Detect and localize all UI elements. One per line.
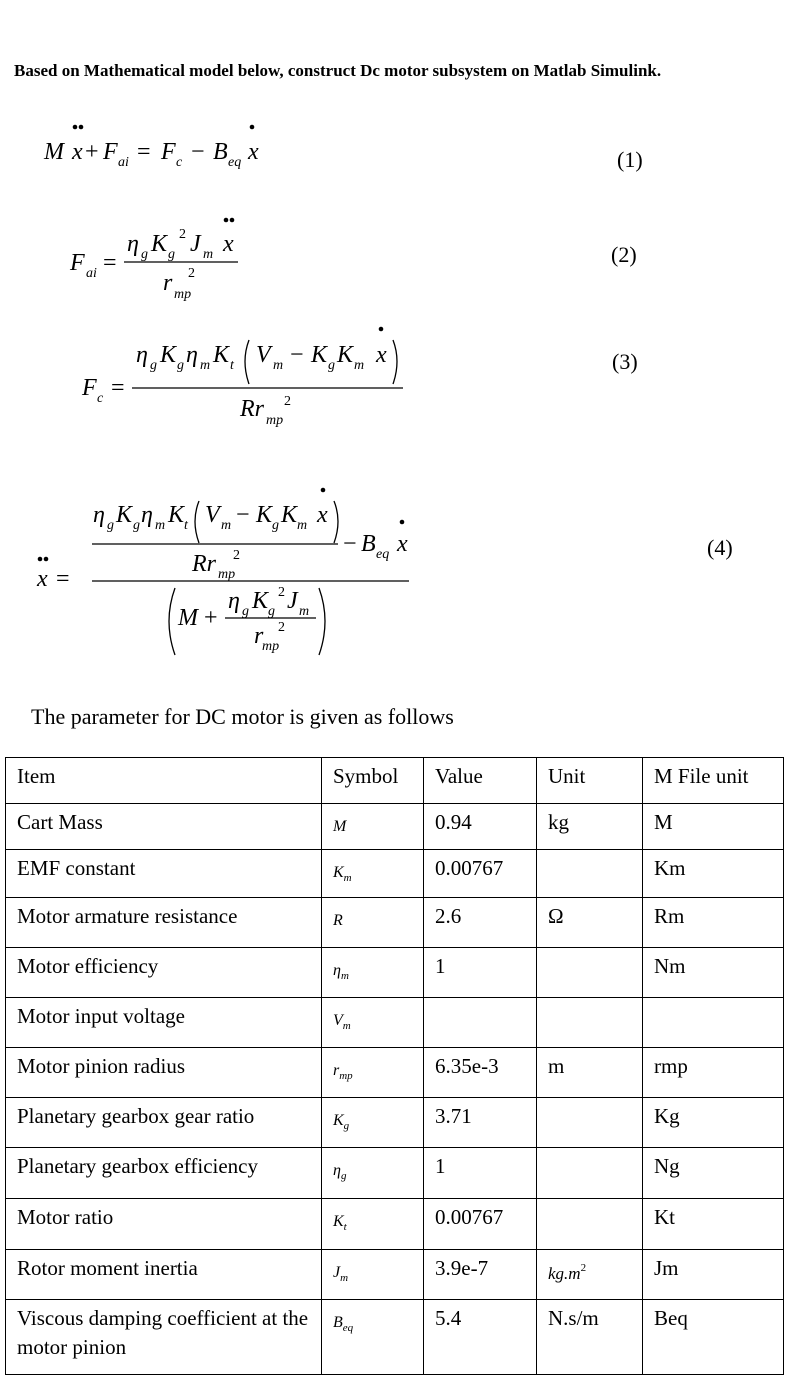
cell-symbol <box>322 1148 424 1199</box>
svg-text:eq: eq <box>228 155 242 170</box>
cell-unit <box>537 1048 643 1098</box>
cell-symbol <box>322 1048 424 1098</box>
svg-text:M: M <box>178 605 198 631</box>
cell-value: 6.35e-3 <box>424 1048 537 1098</box>
cell-value: 1 <box>424 1148 537 1199</box>
symbol-subscript: m <box>340 1272 349 1285</box>
cell-unit <box>537 1199 643 1250</box>
cell-symbol <box>322 898 424 948</box>
symbol-main: M <box>333 818 347 835</box>
svg-text:x: x <box>223 231 234 257</box>
svg-text:2: 2 <box>278 585 285 600</box>
svg-text:F: F <box>70 250 85 276</box>
unit-text: Ω <box>548 904 564 929</box>
svg-text:x: x <box>37 566 48 592</box>
svg-text:J: J <box>287 588 298 614</box>
svg-text:η: η <box>186 342 198 368</box>
svg-text:m: m <box>299 604 310 619</box>
symbol-subscript: m <box>343 872 352 885</box>
symbol-subscript: mp <box>339 1070 353 1083</box>
svg-text:mp: mp <box>174 287 192 302</box>
svg-text:g: g <box>141 247 148 262</box>
cell-mfile-unit: Km <box>643 850 784 898</box>
table-row <box>6 1250 784 1300</box>
svg-text:g: g <box>107 518 114 533</box>
svg-text:mp: mp <box>218 567 236 582</box>
symbol-subscript: m <box>342 1020 351 1033</box>
cell-item: Motor armature resistance <box>6 898 322 948</box>
cell-symbol <box>322 1250 424 1300</box>
header-symbol: Symbol <box>322 758 424 804</box>
cell-symbol <box>322 1098 424 1148</box>
symbol-main: η <box>333 1162 341 1180</box>
unit-superscript: 2 <box>580 1262 587 1275</box>
cell-unit <box>537 898 643 948</box>
svg-text:=: = <box>137 139 151 165</box>
cell-item: Planetary gearbox gear ratio <box>6 1098 322 1148</box>
svg-text:g: g <box>242 604 249 619</box>
header-value: Value <box>424 758 537 804</box>
svg-text:+: + <box>204 605 218 631</box>
svg-text:=: = <box>103 250 117 276</box>
svg-text:Rr: Rr <box>192 551 216 577</box>
equation-1-label: (1) <box>617 147 643 172</box>
svg-text:J: J <box>190 231 201 257</box>
svg-text:t: t <box>184 518 188 533</box>
svg-text:K: K <box>160 342 177 368</box>
cell-mfile-unit: Kg <box>643 1098 784 1148</box>
cell-unit <box>537 948 643 998</box>
cell-unit <box>537 1148 643 1199</box>
symbol-subscript: m <box>340 970 349 983</box>
cell-value: 3.9e-7 <box>424 1250 537 1300</box>
equation-2-label: (2) <box>611 242 637 267</box>
cell-item: Cart Mass <box>6 804 322 850</box>
cell-mfile-unit: Kt <box>643 1199 784 1250</box>
cell-mfile-unit: Ng <box>643 1148 784 1199</box>
cell-symbol <box>322 948 424 998</box>
cell-unit <box>537 998 643 1048</box>
symbol-main: J <box>333 1264 341 1282</box>
svg-text:m: m <box>354 358 365 373</box>
svg-text:+: + <box>85 139 99 165</box>
cell-item: Motor input voltage <box>6 998 322 1048</box>
svg-text:x: x <box>317 502 328 528</box>
table-row <box>6 948 784 998</box>
svg-text:K: K <box>311 342 328 368</box>
cell-value: 2.6 <box>424 898 537 948</box>
cell-item: Motor pinion radius <box>6 1048 322 1098</box>
svg-text:K: K <box>252 588 269 614</box>
cell-symbol <box>322 998 424 1048</box>
svg-text:2: 2 <box>233 548 240 563</box>
cell-mfile-unit: M <box>643 804 784 850</box>
equations <box>0 110 811 670</box>
svg-text:η: η <box>136 342 148 368</box>
svg-text:2: 2 <box>278 620 285 635</box>
table-row <box>6 804 784 850</box>
svg-text:mp: mp <box>266 413 284 428</box>
svg-text:F: F <box>161 139 176 165</box>
cell-unit <box>537 1098 643 1148</box>
cell-mfile-unit: Beq <box>643 1300 784 1375</box>
equation-3-label: (3) <box>612 349 638 374</box>
equation-4-label: (4) <box>707 535 733 560</box>
cell-item: Motor efficiency <box>6 948 322 998</box>
unit-text: N.s/m <box>548 1306 599 1331</box>
svg-text:K: K <box>168 502 185 528</box>
svg-text:g: g <box>268 604 275 619</box>
svg-text:m: m <box>273 358 284 373</box>
cell-item: Rotor moment inertia <box>6 1250 322 1300</box>
cell-symbol <box>322 850 424 898</box>
table-row <box>6 1098 784 1148</box>
cell-value: 3.71 <box>424 1098 537 1148</box>
symbol-subscript: g <box>340 1170 347 1183</box>
svg-text:m: m <box>155 518 166 533</box>
svg-text:η: η <box>141 502 153 528</box>
svg-text:g: g <box>150 358 157 373</box>
table-row <box>6 1199 784 1250</box>
cell-item: Planetary gearbox efficiency <box>6 1148 322 1199</box>
svg-text:g: g <box>272 518 279 533</box>
svg-text:ai: ai <box>118 155 129 170</box>
cell-symbol <box>322 1199 424 1250</box>
symbol-main: r <box>333 1062 340 1080</box>
cell-symbol <box>322 1300 424 1375</box>
equation-4 <box>36 488 733 655</box>
svg-text:Rr: Rr <box>240 396 264 422</box>
svg-text:c: c <box>176 155 183 170</box>
svg-text:B: B <box>361 531 376 557</box>
cell-unit <box>537 1300 643 1375</box>
header-mfile-unit: M File unit <box>643 758 784 804</box>
table-row <box>6 898 784 948</box>
svg-text:2: 2 <box>284 394 291 409</box>
cell-value: 0.00767 <box>424 850 537 898</box>
cell-mfile-unit <box>643 998 784 1048</box>
unit-text: kg.m <box>548 1264 581 1284</box>
symbol-subscript: g <box>343 1120 350 1133</box>
svg-text:V: V <box>205 502 220 528</box>
symbol-main: V <box>333 1012 343 1030</box>
svg-text:g: g <box>328 358 335 373</box>
svg-text:−: − <box>290 342 304 368</box>
svg-text:K: K <box>281 502 298 528</box>
cell-value: 5.4 <box>424 1300 537 1375</box>
table-row <box>6 998 784 1048</box>
table-header-row <box>6 758 784 804</box>
svg-text:g: g <box>133 518 140 533</box>
svg-text:x: x <box>72 139 83 165</box>
svg-text:x: x <box>397 531 408 557</box>
svg-text:r: r <box>163 270 173 296</box>
svg-text:r: r <box>254 623 264 649</box>
equation-2 <box>69 218 637 302</box>
svg-text:t: t <box>230 358 234 373</box>
svg-text:mp: mp <box>262 639 280 654</box>
svg-text:η: η <box>127 231 139 257</box>
symbol-main: R <box>333 912 343 930</box>
table-row <box>6 1300 784 1375</box>
svg-text:K: K <box>213 342 230 368</box>
svg-text:K: K <box>116 502 133 528</box>
unit-text: kg <box>548 810 569 834</box>
symbol-subscript: eq <box>342 1322 354 1335</box>
cell-mfile-unit: Jm <box>643 1250 784 1300</box>
symbol-main: η <box>333 962 341 980</box>
svg-text:=: = <box>56 566 70 592</box>
header-item: Item <box>6 758 322 804</box>
cell-item: Viscous damping coefficient at the motor pinion <box>6 1300 322 1375</box>
svg-text:K: K <box>337 342 354 368</box>
svg-text:K: K <box>256 502 273 528</box>
svg-text:η: η <box>93 502 105 528</box>
table-row <box>6 1048 784 1098</box>
svg-text:−: − <box>343 531 357 557</box>
svg-text:m: m <box>200 358 211 373</box>
cell-value: 0.00767 <box>424 1199 537 1250</box>
svg-text:g: g <box>177 358 184 373</box>
cell-mfile-unit: Nm <box>643 948 784 998</box>
cell-value: 0.94 <box>424 804 537 850</box>
svg-text:F: F <box>103 139 118 165</box>
svg-text:m: m <box>297 518 308 533</box>
cell-unit <box>537 1250 643 1300</box>
cell-symbol <box>322 804 424 850</box>
svg-text:−: − <box>236 502 250 528</box>
intro-text: The parameter for DC motor is given as follows <box>31 704 454 729</box>
cell-mfile-unit: rmp <box>643 1048 784 1098</box>
symbol-main: K <box>333 1213 344 1231</box>
svg-text:B: B <box>213 139 228 165</box>
svg-text:g: g <box>168 247 175 262</box>
svg-text:2: 2 <box>188 266 195 281</box>
svg-text:−: − <box>191 139 205 165</box>
unit-text: m <box>548 1054 565 1079</box>
header-unit: Unit <box>537 758 643 804</box>
svg-text:F: F <box>82 375 97 401</box>
svg-text:η: η <box>228 588 240 614</box>
svg-text:eq: eq <box>376 547 390 562</box>
symbol-main: K <box>333 1112 344 1130</box>
cell-item: Motor ratio <box>6 1199 322 1250</box>
svg-text:K: K <box>151 231 168 257</box>
symbol-main: K <box>333 864 344 881</box>
table-row <box>6 850 784 898</box>
cell-unit <box>537 804 643 850</box>
svg-text:V: V <box>256 342 271 368</box>
cell-mfile-unit: Rm <box>643 898 784 948</box>
svg-text:x: x <box>248 139 259 165</box>
cell-value <box>424 998 537 1048</box>
svg-text:m: m <box>221 518 232 533</box>
svg-text:ai: ai <box>86 266 97 281</box>
symbol-main: B <box>333 1314 343 1332</box>
svg-text:c: c <box>97 391 104 406</box>
svg-text:M: M <box>44 139 64 165</box>
page-title: Based on Mathematical model below, construct Dc motor subsystem on Matlab Simulink. <box>14 61 662 80</box>
svg-text:=: = <box>111 375 125 401</box>
svg-text:2: 2 <box>179 227 186 242</box>
cell-value: 1 <box>424 948 537 998</box>
svg-text:m: m <box>203 247 214 262</box>
table-row <box>6 1148 784 1199</box>
equation-1 <box>43 125 643 172</box>
equation-3 <box>81 327 638 428</box>
parameter-table <box>5 757 784 1375</box>
cell-unit <box>537 850 643 898</box>
symbol-subscript: t <box>343 1221 347 1234</box>
cell-item: EMF constant <box>6 850 322 898</box>
svg-text:x: x <box>376 342 387 368</box>
